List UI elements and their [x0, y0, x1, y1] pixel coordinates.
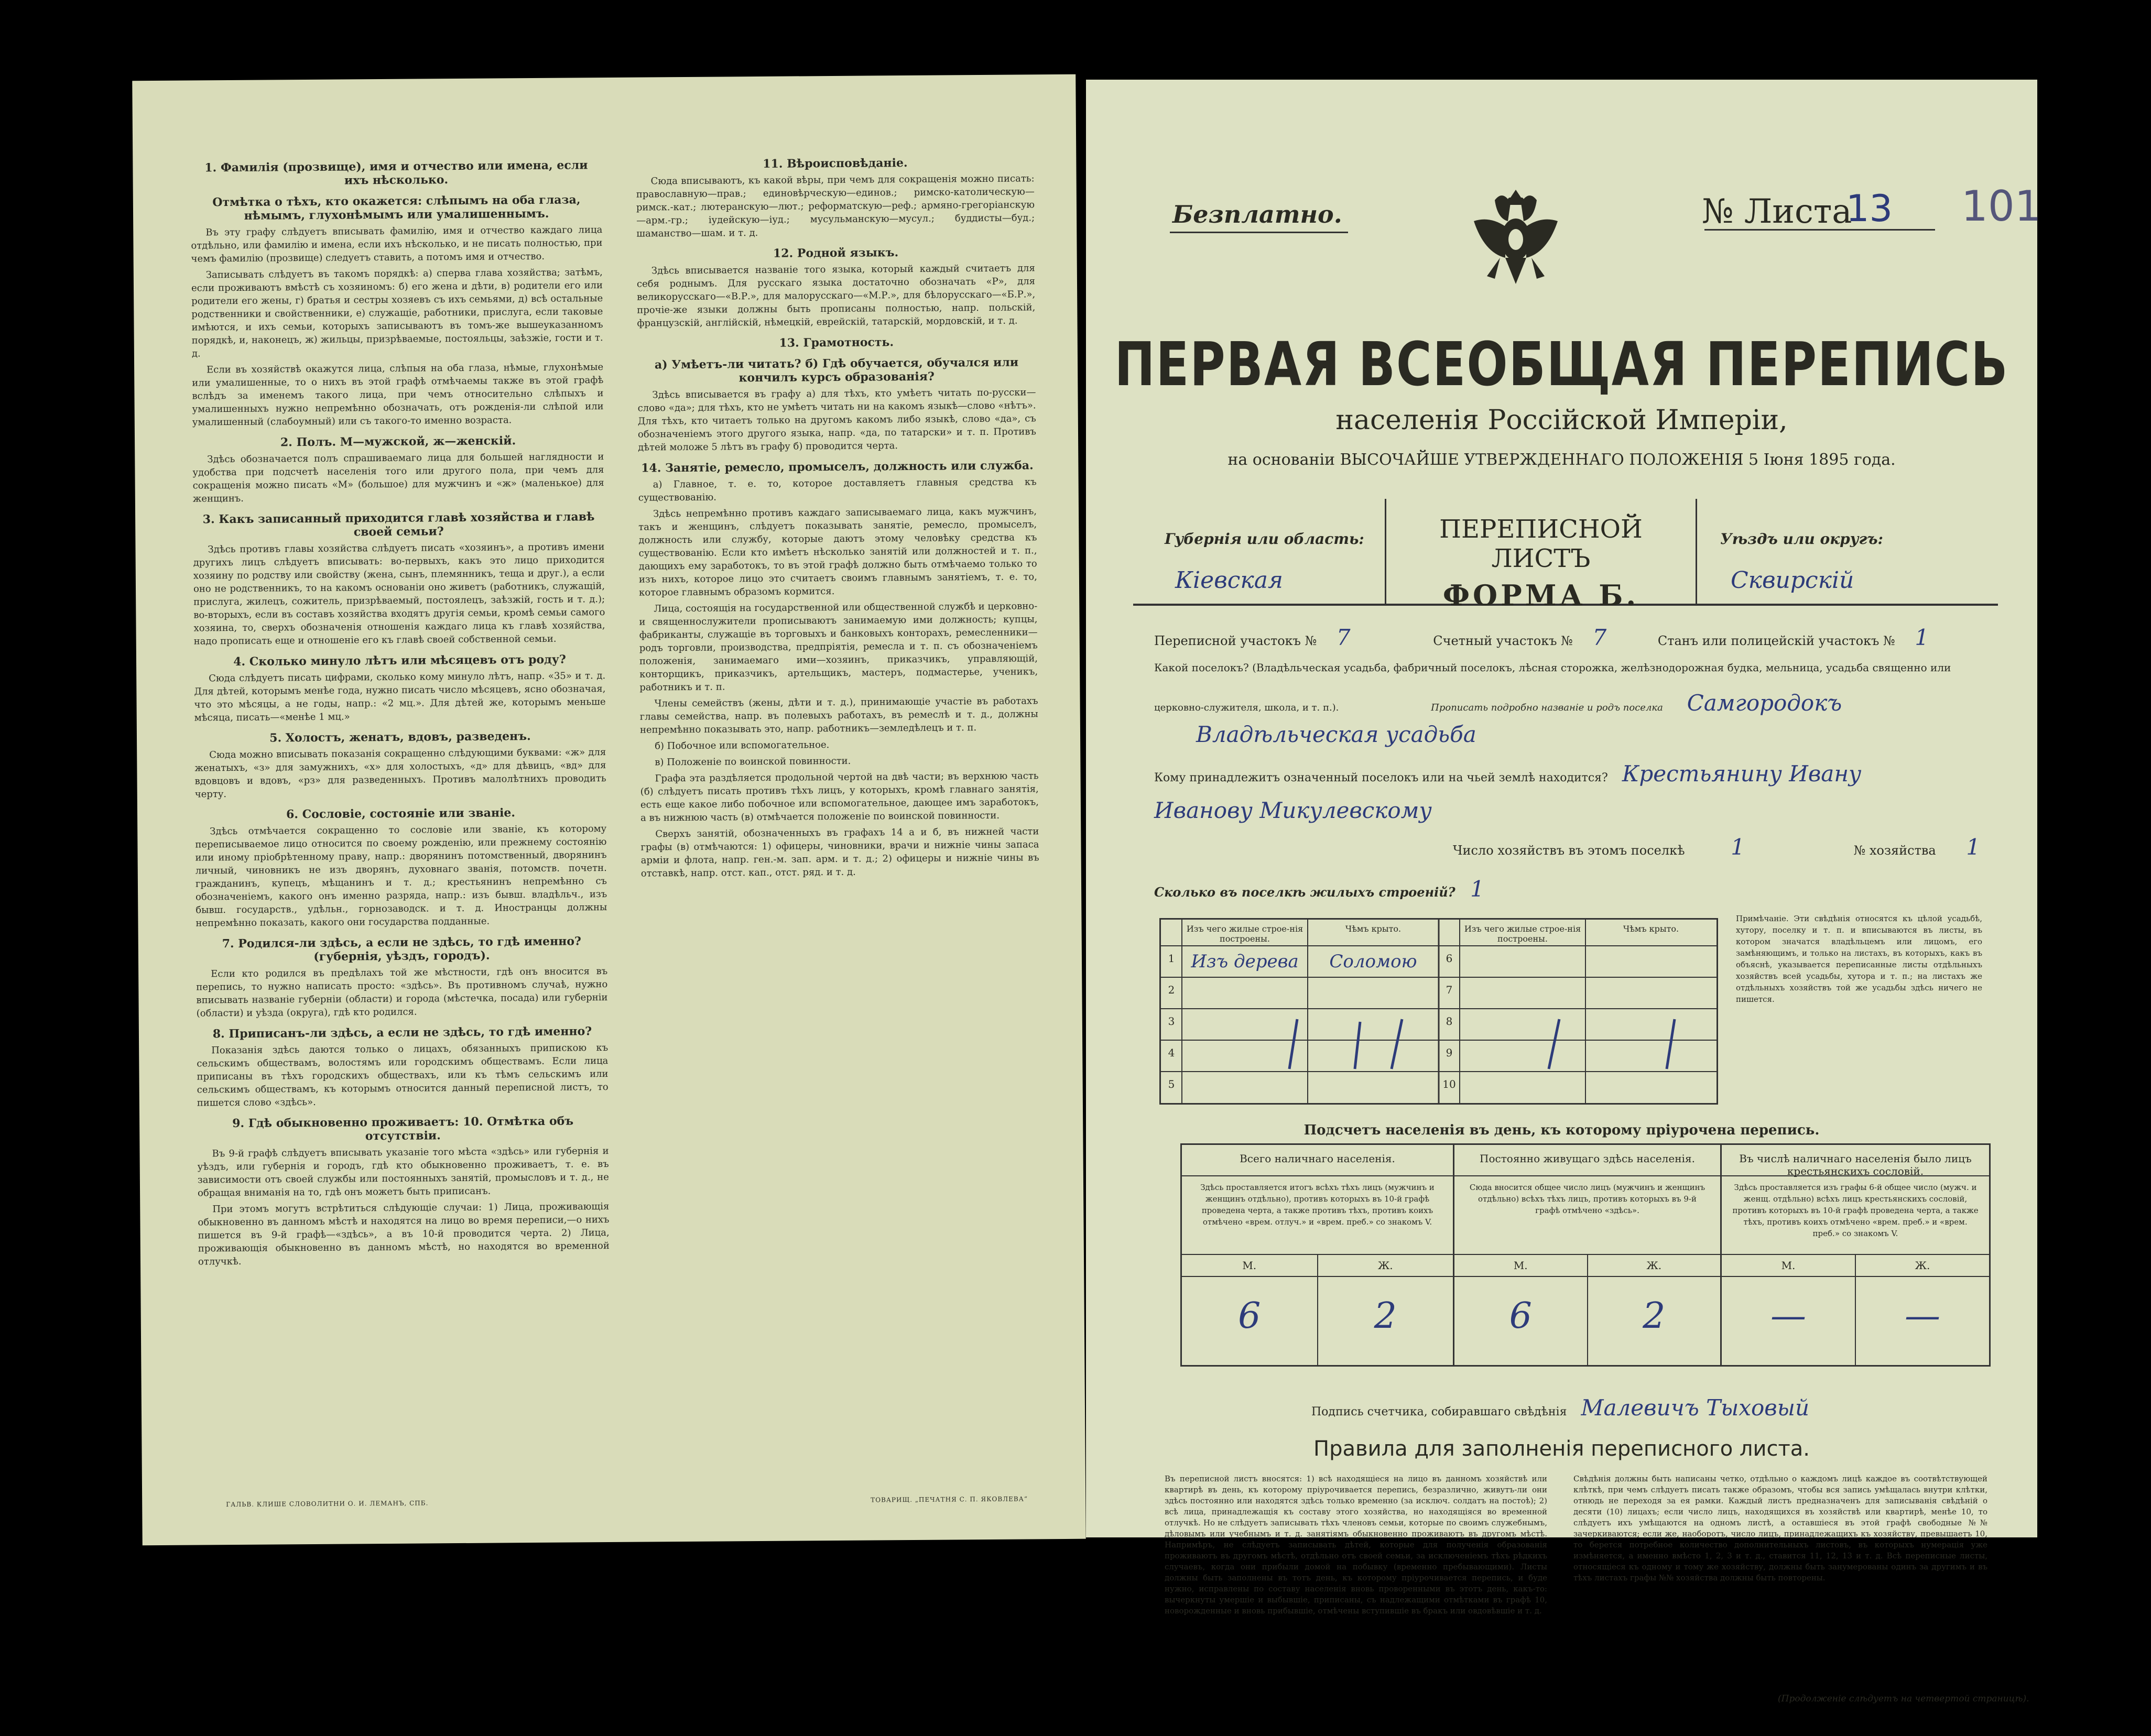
count-col-desc: Здѣсь проставляется изъ графы 6-й общее число (мужч. и женщ. отдѣльно) всѣхъ лицъ крестьянскихъ сословій, противъ которыхъ въ 10-й графѣ проведена черта, а также тѣхъ, противъ коихъ отмѣчено «врем. преб.» и «врем. преб.» со знакомъ V. [1722, 1176, 1989, 1255]
bldg-row1-roof: Соломою [1329, 951, 1417, 972]
buildings-value: 1 [1470, 876, 1484, 902]
population-count-table [1180, 1143, 1991, 1367]
male-count: — [1722, 1277, 1856, 1366]
enumerator-signature-line [1311, 1395, 1809, 1421]
count-col-values [1454, 1277, 1720, 1366]
instruction-paragraph: Сверхъ занятій, обозначенныхъ въ графахъ 14 а и б, въ нижней части графы (в) отмѣчаются: 1) офицеры, чиновники, врачи и нижніе чины запаса армiи и флота, напр. ген.-м. зап. арм. и т. д.; 2) офицеры и нижніе чины въ отставкѣ, напр. отст. кап., отст. ряд. и т. д. [640, 826, 1039, 879]
female-count: 2 [1643, 1295, 1666, 1337]
printer-imprint-left: ГАЛЬВ. КЛИШЕ СЛОВОЛИТНИ О. И. ЛЕМАНЪ, СПБ. [226, 1499, 429, 1509]
buildings-line [1154, 876, 1484, 902]
instruction-paragraph: а) Главное, т. е. то, которое доставляетъ главныя средства къ существованію. [638, 476, 1037, 504]
uezd-label: Уѣздъ или округъ: [1720, 530, 1883, 548]
count-district-value: 7 [1592, 625, 1607, 650]
owner-line [1154, 761, 1861, 787]
instruction-heading: 6. Сословіе, состояніе или званіе. [286, 806, 516, 822]
bldg-row-number: 7 [1446, 984, 1453, 996]
household-number-label: № хозяйства [1853, 843, 1936, 858]
female-head: Ж. [1377, 1259, 1393, 1272]
count-col-peasant [1722, 1145, 1989, 1365]
stan-value: 1 [1915, 625, 1929, 650]
instructions-column-1 [190, 151, 611, 1474]
sheet-form-letter: ФОРМА Б. [1442, 578, 1639, 612]
instruction-paragraph: Лица, состоящія на государственной или общественной службѣ и церковно-и священнослужители прописываютъ занимаемую ими должность; купцы, фабриканты, служащіе въ торговыхъ и банковыхъ конторахъ, ремесленники—родъ торговли, производства, предпріятія, ремесла и т. п. съ обозначеніемъ положенія, занимаемаго ими—хозяинъ, приказчикъ, управляющій, конторщикъ, приказчикъ, артельщикъ, мастеръ, подмастерье, ученикъ, работникъ и т. п. [639, 600, 1038, 693]
bldg-row-number: 3 [1168, 1015, 1175, 1028]
bldg-row-number: 9 [1446, 1046, 1453, 1059]
population-count-title: Подсчетъ населенія въ день, къ которому пріурочена перепись. [1303, 1122, 1820, 1138]
instruction-paragraph: Въ 9-й графѣ слѣдуетъ вписывать указаніе того мѣста «здѣсь» или губернія и уѣздъ, или губернія и городъ, гдѣ кто обыкновенно проживаетъ, т. е. въ зависимости отъ своей службы или постоянныхъ занятій, промысловъ и т. д., не обращая вниманія на то, гдѣ онъ можетъ быть приписанъ. [197, 1145, 609, 1199]
male-count: 6 [1454, 1277, 1588, 1366]
instruction-heading: 9. Гдѣ обыкновенно проживаетъ: 10. Отмѣтка объ отсутствіи. [232, 1114, 574, 1143]
buildings-note: Примѣчаніе. Эти свѣдѣнія относятся къ цѣлой усадьбѣ, хутору, поселку и т. п. и вписываются въ листы, въ котором значатся владѣльцемъ или лицомъ, его замѣняющимъ, и только на листахъ, въ которыхъ, какъ въ объяснѣ, указывается переписанные листы отдѣльныхъ хозяйствъ всей усадьбы, хутора и т. п.; на листахъ же отдѣльныхъ хозяйствъ той же усадьбы здѣсь ничего не пишется. [1736, 914, 1982, 1004]
instruction-paragraph: Здѣсь вписывается въ графу а) для тѣхъ, кто умѣетъ читать по-русски—слово «да»; для тѣхъ, кто не умѣетъ читать ни на какомъ языкѣ—слово «нѣтъ». Для тѣхъ, кто читаетъ только на другомъ какомъ либо языкѣ, слово «да», съ обозначеніемъ этого другого языка, напр. «да, по татарски» и т. п. Противъ дѣтей моложе 5 лѣтъ въ графу б) проводится черта. [637, 387, 1037, 453]
free-label: Безплатно. [1172, 200, 1342, 228]
form-kind-box [1385, 499, 1697, 612]
instruction-paragraph: Сюда вписываютъ, къ какой вѣры, при чемъ для сокращенія можно писать: православную—прав.; единовѣрческую—единов.; римско-католическую—римск.-кат.; лютеранскую—лют.; реформатскую—реф.; армяно-грегоріанскую—арм.-гр.; іудейскую—іуд.; мусульманскую—мусул.; буддисты—буд.; шаманство—шам. и т. д. [636, 173, 1035, 239]
instructions-column-2 [636, 148, 1044, 1471]
buildings-table-grid [1161, 920, 1717, 1103]
bldg-row-number: 6 [1446, 952, 1453, 965]
settlement-name-value: Самгородокъ [1687, 690, 1842, 716]
instruction-paragraph: Если кто родился въ предѣлахъ той же мѣстности, гдѣ онъ вносится въ перепись, то нужно написать просто: «здѣсь». Въ противномъ случаѣ, нужно вписывать названіе губерніи (области) и города (мѣстечка, посада) или губерніи (области) и уѣзда (округа), гдѣ кто родился. [196, 966, 608, 1019]
count-col-total [1182, 1145, 1454, 1365]
instruction-paragraph: Здѣсь отмѣчается сокращенно то сословіе или званіе, къ которому переписываемое лицо относится по своему рожденію, или прежнему состоянію или иному пріобрѣтенному праву, напр.: дворянинъ потомственный, дворянинъ личный, чиновникъ не изъ дворянъ, духовнаго званія, потомств. почетн. гражданинъ, купецъ, мѣщанинъ и т. д.; крестьянинъ непремѣнно съ обозначеніемъ, какого онъ именно разряда, напр.: изъ бывш. владѣльч., изъ бывш. государств., удѣльн., горнозаводск. и т. д. Иностранцы должны непремѣнно показать, какого они государства подданные. [195, 823, 607, 929]
bldg-row-number: 5 [1168, 1078, 1175, 1090]
stan-label: Станъ или полицейскій участокъ № [1657, 634, 1895, 648]
bldg-material-header-left: Изъ чего жилые строе-нія построены. [1186, 924, 1303, 944]
sheet-number-label: № Листа [1702, 192, 1852, 231]
settlement-question: Какой поселокъ? (Владѣльческая усадьба, фабричный поселокъ, лѣсная сторожка, желѣзнодорожная будка, мельница, усадьба священно или [1154, 661, 1951, 674]
instruction-paragraph: Сюда слѣдуетъ писать цифрами, сколько кому минуло лѣтъ, напр. «35» и т. д. Для дѣтей, которымъ менѣе года, нужно писать число мѣсяцевъ, ясно обозначая, что это мѣсяцы, а не годы, напр.: «2 мц.». Для дѣтей же, которымъ меньше мѣсяца, писать—«менѣе 1 мц.» [194, 670, 606, 724]
instruction-heading: Отмѣтка о тѣхъ, кто окажется: слѣпымъ на оба глаза, нѣмымъ, глухонѣмымъ или умалишеннымъ. [212, 193, 581, 223]
owner-value-2: Иванову Микулевскому [1154, 798, 1432, 823]
uezd-value: Сквирскій [1731, 567, 1854, 594]
left-page [132, 74, 1085, 1545]
bldg-row-number: 4 [1168, 1046, 1175, 1059]
count-col-head: Въ числѣ наличнаго населенія было лицъ крестьянскихъ сословій. [1722, 1145, 1989, 1176]
instruction-heading: 14. Занятіе, ремесло, промыселъ, должность или служба. [641, 458, 1034, 475]
households-line [1453, 834, 1980, 860]
imperial-eagle-icon [1463, 179, 1568, 294]
instruction-heading: 13. Грамотность. [779, 335, 894, 350]
settlement-question-2 [1154, 690, 1842, 716]
instruction-paragraph: Если въ хозяйствѣ окажутся лица, слѣпыя на оба глаза, нѣмые, глухонѣмые или умалишенные, то о нихъ въ этой графѣ отмѣчаемы также въ этой графѣ вслѣдъ за именемъ такого лица, при чемъ относительно слѣпыхъ и умалишенныхъ нужно непремѣнно обозначать, отъ рожденія-ли слѣпой или умалишенный (слабоумный) или съ такого-то именно возраста. [192, 362, 604, 428]
household-number-value: 1 [1966, 834, 1981, 860]
signature-label: Подпись счетчика, собиравшаго свѣдѣнія [1311, 1405, 1567, 1418]
rules-continued-note: (Продолженіе слѣдуетъ на четвертой страницѣ). [1778, 1694, 2029, 1704]
instruction-paragraph: Здѣсь противъ главы хозяйства слѣдуетъ писать «хозяинъ», а противъ имени другихъ лицъ слѣдуетъ вписывать: во-первыхъ, какъ это лицо приходится хозяину по родству или свойству (жена, сынъ, племянникъ, теща и друг.), а если оно не родственникъ, то на какомъ основаніи оно живетъ (работникъ, служащій, прислуга, жилецъ, сожитель, призрѣваемый, постоялецъ, заѣзжій, гость и т. д.); во-вторыхъ, если въ составъ хозяйства входятъ другія семьи, кромѣ семьи самого хозяина, то, сверхъ обозначенія отношенія каждаго лица къ главѣ хозяйства, надо прописать еще и отношеніе его къ главѣ своей собственной семьи. [193, 541, 605, 647]
households-label: Число хозяйствъ въ этомъ поселкѣ [1453, 843, 1685, 858]
households-value: 1 [1731, 834, 1745, 860]
instruction-paragraph: При этомъ могутъ встрѣтиться слѣдующіе случаи: 1) Лица, проживающія обыкновенно въ данномъ мѣстѣ и находятся на лицо во время переписи,—о нихъ пишется въ 9-й графѣ—«здѣсь», а въ 10-й проводится черта. 2) Лица, проживающія обыкновенно въ данномъ мѣстѣ, но находятся во временной отлучкѣ. [198, 1201, 610, 1268]
instruction-heading: 5. Холостъ, женатъ, вдовъ, разведенъ. [269, 729, 531, 745]
instruction-heading: 11. Вѣроисповѣданіе. [763, 156, 908, 171]
count-district-label: Счетный участокъ № [1433, 634, 1573, 648]
census-district-value: 7 [1336, 625, 1351, 650]
instruction-paragraph: Сюда можно вписывать показанія сокращенно слѣдующими буквами: «ж» для женатыхъ, «з» для замужнихъ, «х» для холостыхъ, «д» для дѣвицъ, «вд» для вдовцовъ и вдовъ, «рз» для разведенныхъ. Противъ малолѣтнихъ проводить черту. [194, 747, 606, 800]
bldg-material-header-right: Изъ чего жилые строе-нія построены. [1464, 924, 1581, 944]
male-head: М. [1722, 1255, 1856, 1276]
bldg-row-number: 8 [1446, 1015, 1453, 1028]
count-col-values [1722, 1277, 1989, 1366]
settlement-hint: Прописать подробно названіе и родъ поселка [1431, 702, 1663, 713]
male-head: М. [1182, 1255, 1318, 1276]
instruction-heading: 1. Фамилія (прозвище), имя и отчество или имена, если ихъ нѣсколько. [204, 158, 588, 188]
instruction-heading: а) Умѣетъ-ли читать? б) Гдѣ обучается, обучался или кончилъ курсъ образованія? [654, 355, 1019, 385]
bldg-row1-material: Изъ дерева [1191, 951, 1299, 972]
buildings-table [1159, 918, 1718, 1105]
instruction-paragraph: Записывать слѣдуетъ въ такомъ порядкѣ: а) сперва глава хозяйства; затѣмъ, если проживаютъ вмѣстѣ съ хозяиномъ: б) его жена и дѣти, в) родители его или родители его жены, г) братья и сестры хозяевъ съ ихъ семьями, д) всѣ остальные родственники и свойственники, е) служащіе, работники, прислуга, если таковые имѣются, и ихъ семьи, которыхъ записываютъ въ томъ-же вышеуказанномъ порядкѣ, и, наконецъ, ж) жильцы, призрѣваемые, постояльцы, заѣзжіе, гости и т. д. [191, 267, 603, 359]
count-col-sex-head [1722, 1255, 1989, 1277]
census-district-label: Переписной участокъ № [1154, 634, 1317, 648]
sheet-number-underline [1704, 229, 1935, 231]
count-col-desc: Здѣсь проставляется итогъ всѣхъ тѣхъ лицъ (мужчинъ и женщинъ отдѣльно), противъ которыхъ въ 10-й графѣ проведена черта, а также противъ тѣхъ, противъ коихъ отмѣчено «врем. отлуч.» и «врем. преб.» со знакомъ V. [1182, 1176, 1453, 1255]
pencil-archive-mark: 101 [1961, 182, 2041, 231]
instruction-heading: 7. Родился-ли здѣсь, а если не здѣсь, то гдѣ именно? (губернія, уѣздъ, городъ). [222, 934, 581, 964]
form-header-row [1133, 499, 1998, 612]
instruction-heading: 12. Родной языкъ. [773, 246, 899, 260]
instruction-paragraph: в) Положеніе по воинской повинности. [655, 755, 851, 768]
count-col-desc: Сюда вносится общее число лицъ (мужчинъ и женщинъ отдѣльно) всѣхъ тѣхъ лицъ, противъ которыхъ въ 9-й графѣ отмѣчено «здѣсь». [1454, 1176, 1720, 1255]
district-line [1154, 625, 1929, 650]
settlement-question-tail: церковно-служителя, школа, и т. п.). [1154, 702, 1339, 713]
count-col-sex-head [1182, 1255, 1453, 1277]
count-col-sex-head [1454, 1255, 1720, 1277]
census-form-page [1086, 80, 2041, 1704]
form-subtitle: населенія Россійской Имперіи, [1335, 405, 1788, 436]
male-head: М. [1454, 1255, 1588, 1276]
female-head: Ж. [1646, 1259, 1662, 1272]
instruction-paragraph: Въ эту графу слѣдуетъ вписывать фамилію, имя и отчество каждаго лица отдѣльно, или фамилію и имена, если ихъ нѣсколько, и не писать полностью, при чемъ фамилію (прозвище) следуетъ ставить, а потомъ имя и отчество. [191, 224, 603, 265]
rules-title: Правила для заполненія переписного листа. [1313, 1437, 1810, 1461]
instruction-heading: 2. Полъ. М—мужской, ж—женскій. [280, 434, 516, 450]
rules-text-left: Въ переписной листъ вносятся: 1) всѣ находящіеся на лицо въ данномъ хозяйствѣ или квартирѣ въ день, къ которому пріурочивается перепись, безразлично, живутъ-ли они здѣсь постоянно или находятся здѣсь только временно (за исключ. солдатъ на постоѣ); 2) всѣ лица, принадлежащія къ составу этого хозяйства, но находящіяся во временной отлучкѣ. Но не слѣдуетъ записывать тѣхъ членовъ семьи, которые по своимъ служебнымъ, дѣловымъ или учебнымъ и т. д. занятіямъ обыкновенно проживаютъ въ другомъ мѣстѣ. Напримѣръ, не слѣдуетъ записывать дѣтей, которые для полученія образованія проживаютъ въ другомъ мѣстѣ, отдѣльно отъ своей семьи, за исключеніемъ тѣхъ рѣдкихъ случаевъ, когда они прибыли домой на побывку (временно пребывающими). Листы должны быть заполнены въ тотъ день, къ которому пріурочивается перепись, и буде нужно, исправлены по составу населенія вновь проворенными въ этотъ день, какъ-то: вычеркнуты умершіе и выбывшіе, приписаны, съ надлежащими отмѣтками въ графѣ 10, новорожденные и вновь прибывшіе, отмѣчены вступившіе въ бракъ или овдовѣвшіе и т. д. [1165, 1474, 1547, 1615]
instruction-paragraph: б) Побочное или вспомогательное. [655, 739, 830, 752]
bldg-row-number: 2 [1168, 984, 1175, 996]
instruction-heading: 3. Какъ записанный приходится главѣ хозяйства и главѣ своей семьи? [202, 510, 595, 539]
count-col-values [1182, 1277, 1453, 1366]
buildings-label: Сколько въ поселкѣ жилыхъ строеній? [1154, 885, 1455, 900]
instruction-paragraph: Показанія здѣсь даются только о лицахъ, обязанныхъ припискою къ сельскимъ обществамъ, волостямъ или городскимъ обществамъ. Если лица приписаны въ тѣхъ городскихъ обществахъ, или къ тѣмъ сельскимъ или сельскимъ обществамъ, къ которымъ относится данный переписной листъ, то пишется слово «здѣсь». [197, 1042, 609, 1109]
bldg-roof-header-left: Чѣмъ крыто. [1345, 924, 1402, 934]
bldg-row-number: 10 [1442, 1078, 1456, 1090]
instruction-heading: 4. Сколько минуло лѣтъ или мѣсяцевъ отъ роду? [233, 652, 566, 669]
male-count: 6 [1182, 1277, 1318, 1366]
instruction-paragraph: Здѣсь обозначается полъ спрашиваемаго лица для большей наглядности и удобства при подсчетѣ населенія того или другого пола, при чемъ для сокращенія можно писать «М» (большое) для мужчинъ и «ж» (маленькое) для женщинъ. [192, 451, 604, 505]
instruction-paragraph: Члены семействъ (жены, дѣти и т. д.), принимающіе участіе въ работахъ главы семейства, напр. въ полевыхъ работахъ, въ ремеслѣ и т. д., должны непремѣнно показывать это, напр. работникъ—земледѣлецъ и т. п. [639, 695, 1038, 736]
bldg-row-number: 1 [1168, 952, 1175, 965]
instruction-paragraph: Здѣсь вписывается названіе того языка, который каждый считаетъ для себя роднымъ. Для русскаго языка достаточно обозначать «Р», для великорусскаго—«В.Р.», для малорусскаго—«М.Р.», для бѣлорусскаго—«Б.Р.», прочіе-же языки должны быть прописаны полностью, напр. польскій, французскій, англійскій, нѣмецкій, еврейскій, татарскій, мордовскій, и т. д. [636, 263, 1036, 329]
sheet-number-value: 13 [1846, 187, 1893, 230]
owner-question: Кому принадлежитъ означенный поселокъ или на чьей землѣ находится? [1154, 771, 1608, 784]
count-col-head: Постоянно живущаго здѣсь населенія. [1454, 1145, 1720, 1176]
rules-text-right: Свѣдѣнія должны быть написаны четко, отдѣльно о каждомъ лицѣ каждое въ соотвѣтствующей клѣткѣ, при чемъ слѣдуетъ писать также образомъ, чтобы вся запись умѣщалась внутри клѣтки, отнюдь не переходя за ея рамки. Каждый листъ предназначенъ для записыванія свѣдѣній о десяти (10) лицахъ; если число лицъ, находящихся въ хозяйствѣ или квартирѣ, менѣе 10, то слѣдуетъ ихъ умѣщаются на одномъ листѣ, а оставшіеся въ этой графѣ свободные №№ зачеркиваются; если же, наоборотъ, число лицъ, принадлежащихъ къ хозяйству, превышаетъ 10, то берется потребное количество дополнительныхъ листовъ, въ которыхъ нумерація уже измѣняется, а именно вмѣсто 1, 2, 3 и т. д., ставится 11, 12, 13 и т. д. Всѣ переписные листы, относящіеся къ одному и тому же хозяйству, должны быть занумерованы одинъ за другимъ и въ тѣхъ листахъ графы №№ хозяйства должны быть повторены. [1573, 1474, 1987, 1582]
form-title: ПЕРВАЯ ВСЕОБЩАЯ ПЕРЕПИСЬ [1114, 329, 2009, 400]
count-col-head: Всего наличнаго населенія. [1182, 1145, 1453, 1176]
signature-value: Малевичъ Тыховый [1581, 1395, 1809, 1421]
instruction-paragraph: Графа эта раздѣляется продольной чертой на двѣ части; въ верхнюю часть (б) слѣдуетъ писать противъ тѣхъ лицъ, у которыхъ, кромѣ главнаго занятія, есть еще какое либо побочное или вспомогательное, дающее имъ заработокъ, а въ нижнюю часть (в) отмѣчается положеніе по воинской повинности. [640, 770, 1039, 824]
gubernia-value: Кіевская [1175, 567, 1284, 594]
instruction-heading: 8. Приписанъ-ли здѣсь, а если не здѣсь, то гдѣ именно? [212, 1024, 592, 1041]
bldg-roof-header-right: Чѣмъ крыто. [1623, 924, 1679, 934]
form-legal-basis: на основаніи ВЫСОЧАЙШЕ УТВЕРЖДЕННАГО ПОЛОЖЕНІЯ 5 Іюня 1895 года. [1227, 451, 1896, 469]
female-count: 2 [1374, 1295, 1397, 1337]
settlement-kind-value: Владѣльческая усадьба [1196, 722, 1476, 747]
female-count: — [1905, 1295, 1940, 1337]
printer-imprint-right: ТОВАРИЩ. „ПЕЧАТНЯ С. П. ЯКОВЛЕВА“ [871, 1495, 1028, 1504]
count-col-permanent [1454, 1145, 1722, 1365]
sheet-kind-title: ПЕРЕПИСНОЙ ЛИСТЪ [1439, 515, 1643, 573]
female-head: Ж. [1915, 1259, 1930, 1272]
owner-value-1: Крестьянину Ивану [1622, 761, 1862, 787]
gubernia-label: Губернія или область: [1165, 530, 1364, 548]
free-underline [1170, 232, 1348, 233]
instruction-paragraph: Здѣсь непремѣнно противъ каждаго записываемаго лица, какъ мужчинъ, такъ и женщинъ, слѣдуетъ показывать занятіе, ремесло, промыселъ, должность или службу, которые даютъ этому человѣку средства къ существованію. Если кто имѣетъ нѣсколько занятій или должностей и т. п., дающихъ ему заработокъ, то въ этой графѣ должно быть отмѣчаемо только то изъ нихъ, которое лицо это считаетъ своимъ главнымъ занятіемъ, т. е. то, которое главнымъ образомъ кормится. [638, 506, 1037, 598]
